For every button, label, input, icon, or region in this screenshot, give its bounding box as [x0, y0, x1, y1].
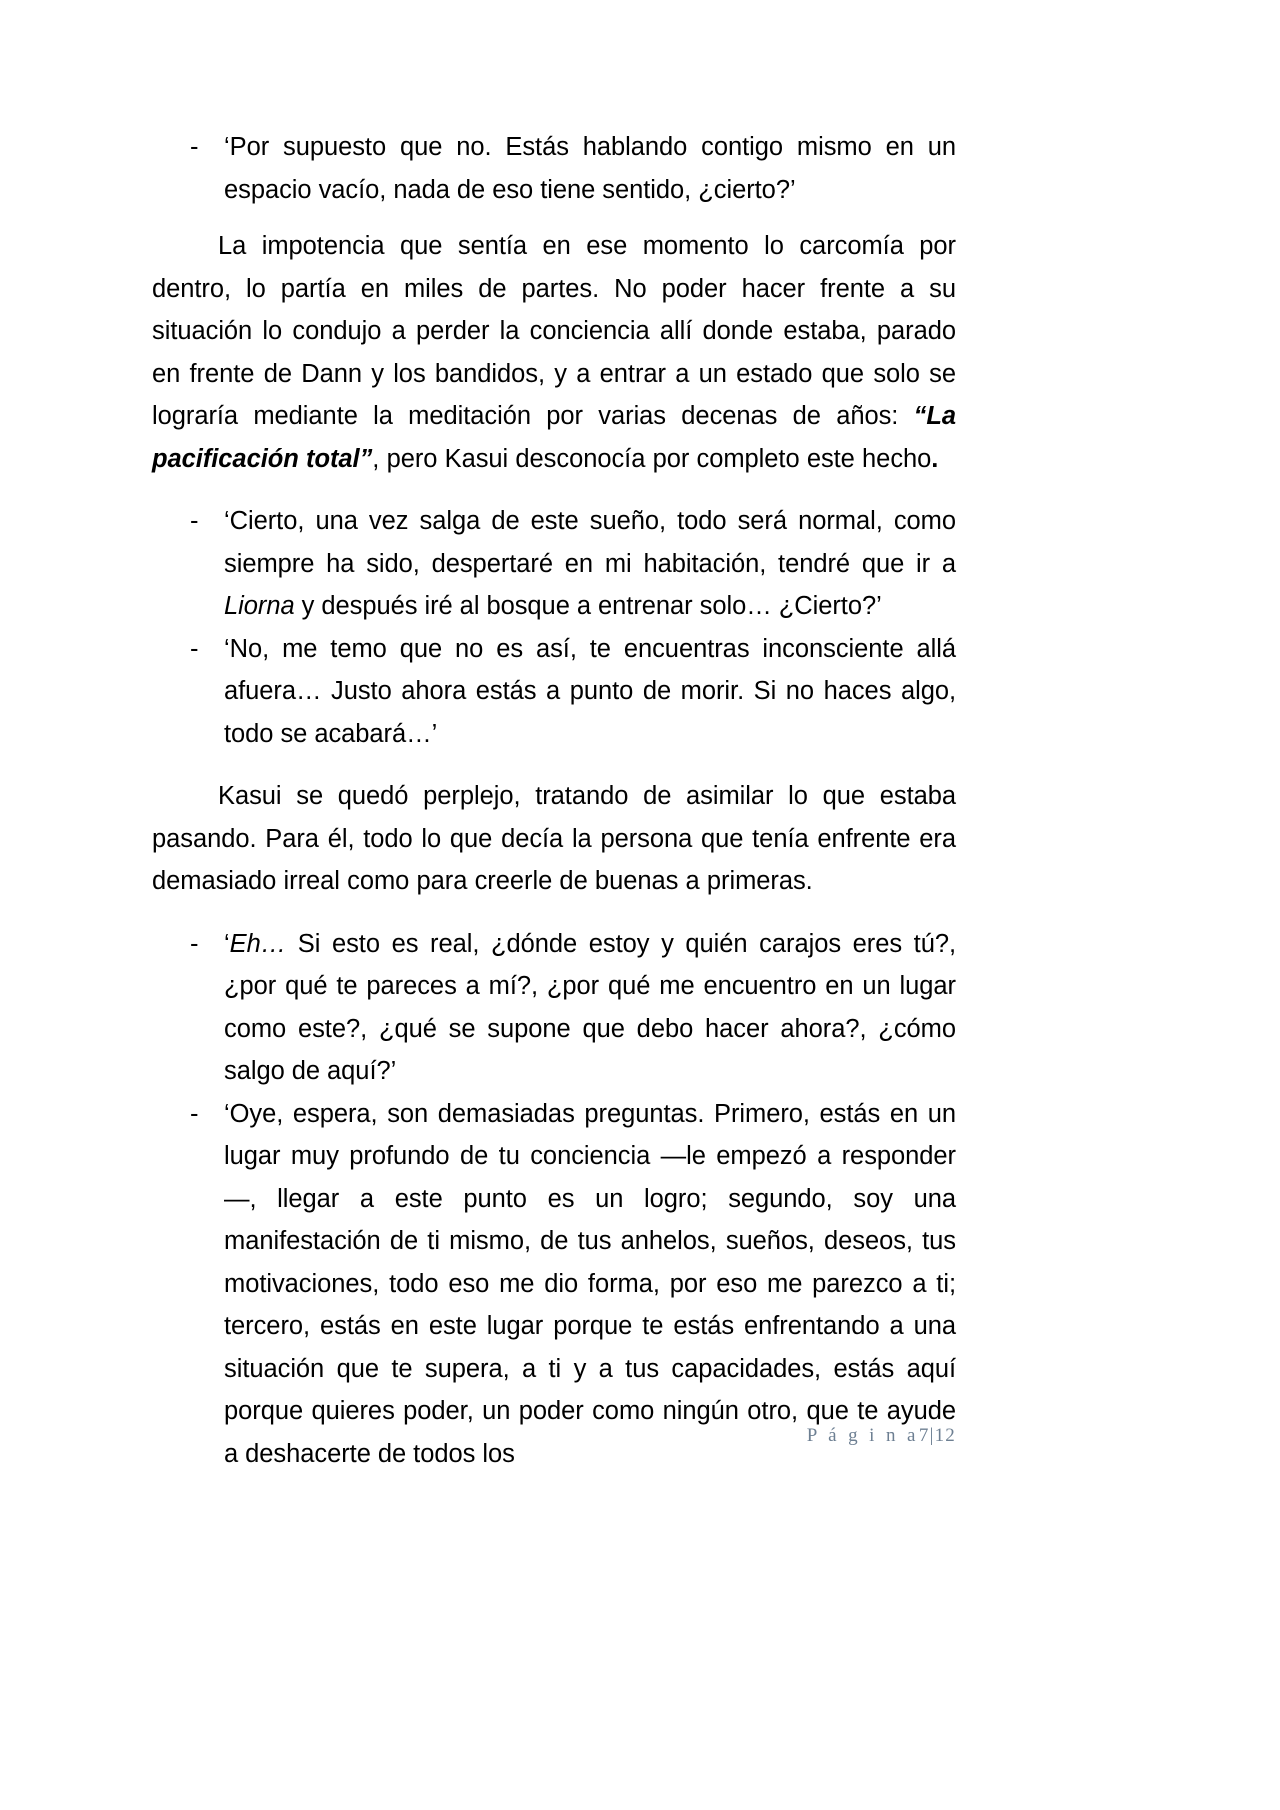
interjection-eh: Eh… [229, 929, 287, 958]
body-paragraph-1 [152, 225, 956, 480]
paragraph-lead-text: La impotencia que sentía en ese momento lo carcomía por dentro, lo partía en miles de partes. No poder hacer frente a su situación lo condujo a perder la conciencia allí donde estaba, parado en frente de Dann y los bandidos, y a entrar a un estado que solo se lograría mediante la meditación por varias decenas de años: [152, 232, 956, 430]
list-item-text-post: Si esto es real, ¿dónde estoy y quién carajos eres tú?, ¿por qué te pareces a mí?, ¿por qué me encuentro en un lugar como este?, ¿qué se supone que debo hacer ahora?, ¿cómo salgo de aquí?’ [224, 929, 956, 1085]
list-item-text: ‘No, me temo que no es así, te encuentras inconsciente allá afuera… Justo ahora estás a punto de morir. Si no haces algo, todo se acabará…’ [224, 634, 956, 748]
paragraph-tail-text: , pero Kasui desconocía por completo este hecho [372, 444, 932, 473]
footer-total-pages: 12 [934, 1425, 956, 1446]
list-item-text: ‘Por supuesto que no. Estás hablando contigo mismo en un espacio vacío, nada de eso tiene sentido, ¿cierto?’ [224, 133, 956, 204]
footer-separator: | [929, 1425, 935, 1446]
list-item [152, 628, 956, 756]
dialogue-list-2 [152, 500, 956, 755]
footer-page-label: P á g i n a [806, 1425, 919, 1446]
bullet-dash-icon: - [190, 929, 199, 958]
footer-current-page: 7 [918, 1425, 930, 1446]
page-footer [152, 1425, 956, 1447]
spacer [152, 480, 956, 500]
place-name-liorna: Liorna [224, 592, 295, 620]
list-item [152, 1093, 956, 1476]
list-item [152, 126, 956, 211]
spacer [152, 211, 956, 225]
paragraph-final-period: . [931, 444, 939, 473]
body-paragraph-2: Kasui se quedó perplejo, tratando de asimilar lo que estaba pasando. Para él, todo lo que decía la persona que tenía enfrente era demasiado irreal como para creerle de buenas a primeras. [152, 782, 956, 895]
bullet-dash-icon: - [190, 634, 199, 663]
list-item [152, 923, 956, 1093]
list-item-open-quote: ‘ [224, 929, 230, 958]
bullet-dash-icon: - [190, 1099, 199, 1128]
dialogue-list-1 [152, 126, 956, 211]
spacer [152, 755, 956, 775]
page-content [152, 126, 956, 1475]
list-item [152, 500, 956, 628]
list-item-text-pre: ‘Cierto, una vez salga de este sueño, todo será normal, como siempre ha sido, despertaré en mi habitación, tendré que ir a [224, 507, 956, 578]
dialogue-list-3 [152, 923, 956, 1476]
list-item-text: ‘Oye, espera, son demasiadas preguntas. Primero, estás en un lugar muy profundo de tu conciencia —le empezó a responder—, llegar a este punto es un logro; segundo, soy una manifestación de ti mismo, de tus anhelos, sueños, deseos, tus motivaciones, todo eso me dio forma, por eso me parezco a ti; tercero, estás en este lugar porque te estás enfrentando a una situación que te supera, a ti y a tus capacidades, estás aquí porque quieres poder, un poder como ningún otro, que te ayude a deshacerte de todos los [224, 1099, 956, 1468]
emphasis-phrase: “La pacificación total” [152, 402, 956, 473]
list-item-text-post: y después iré al bosque a entrenar solo… ¿Cierto?’ [294, 592, 882, 620]
spacer [152, 903, 956, 923]
bullet-dash-icon: - [190, 507, 199, 535]
bullet-dash-icon: - [190, 133, 199, 161]
